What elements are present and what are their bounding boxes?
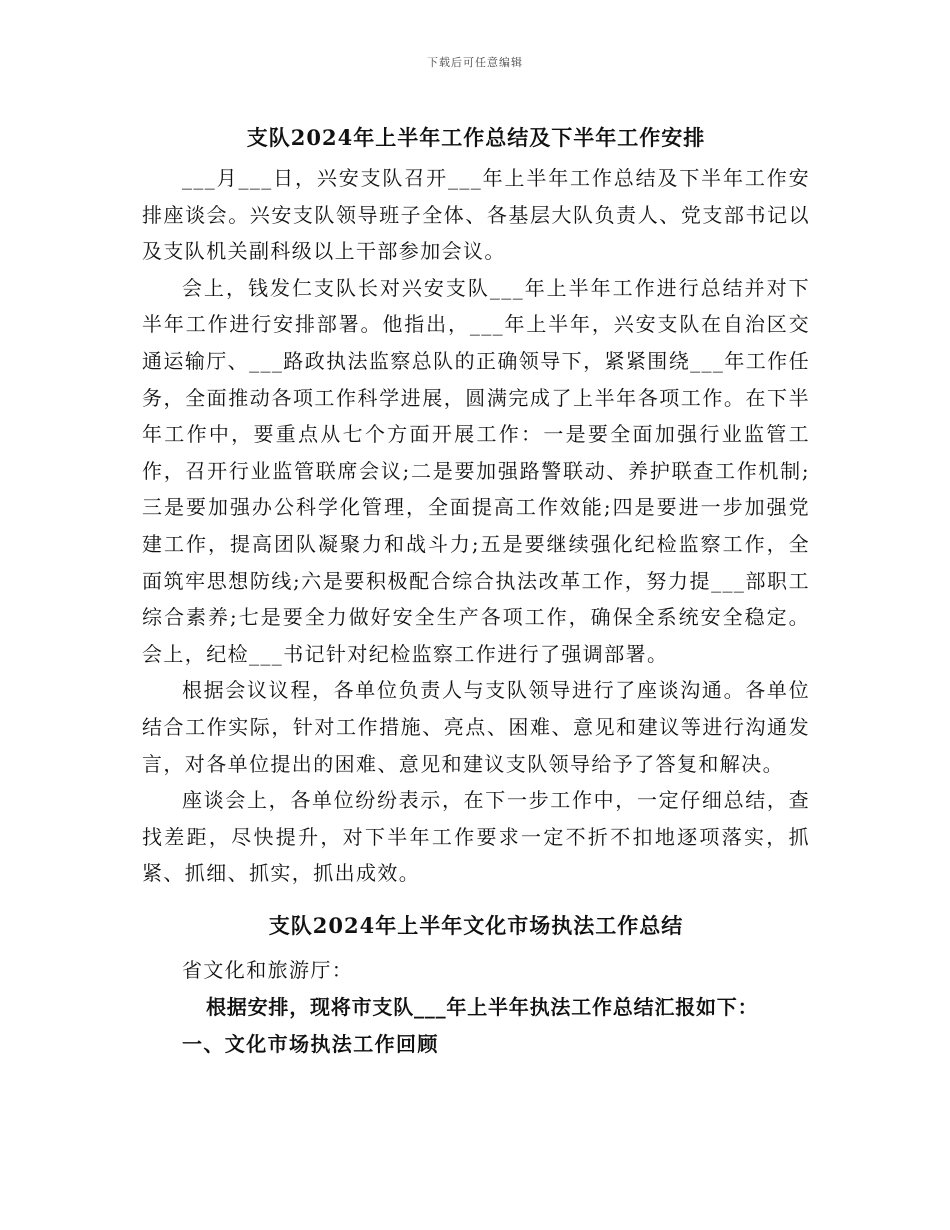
paragraph-meeting-intro: ___月___日，兴安支队召开___年上半年工作总结及下半年工作安排座谈会。兴安支队领导班子全体、各基层大队负责人、党支部书记以及支队机关副科级以上干部参加会议。 <box>142 166 810 264</box>
header-note: 下载后可任意编辑 <box>427 56 523 69</box>
document-body <box>142 116 810 1063</box>
section-title: 支队2024年上半年文化市场执法工作总结 <box>268 912 684 938</box>
paragraph-discussion: 根据会议议程，各单位负责人与支队领导进行了座谈沟通。各单位结合工作实际，针对工作措施、亮点、困难、意见和建议等进行沟通发言，对各单位提出的困难、意见和建议支队领导给予了答复和解决。 <box>142 678 810 776</box>
section-heading: 一、文化市场执法工作回顾 <box>182 1031 439 1056</box>
salutation: 省文化和旅游厅： <box>182 957 354 982</box>
report-intro: 根据安排，现将市支队___年上半年执法工作总结汇报如下： <box>206 994 759 1019</box>
paragraph-leader-speech: 会上，钱发仁支队长对兴安支队___年上半年工作进行总结并对下半年工作进行安排部署。他指出，___年上半年，兴安支队在自治区交通运输厅、___路政执法监察总队的正确领导下，紧紧围绕___年工作任务，全面推动各项工作科学进展，圆满完成了上半年各项工作。在下半年工作中，要重点从七个方面开展工作：一是要全面加强行业监管工作，召开行业监管联席会议;二是要加强路警联动、养护联查工作机制;三是要加强办公科学化管理，全面提高工作效能;四是要进一步加强党建工作，提高团队凝聚力和战斗力;五是要继续强化纪检监察工作，全面筑牢思想防线;六是要积极配合综合执法改革工作，努力提___部职工综合素养;七是要全力做好安全生产各项工作，确保全系统安全稳定。会上，纪检___书记针对纪检监察工作进行了强调部署。 <box>142 275 810 666</box>
document-title: 支队2024年上半年工作总结及下半年工作安排 <box>246 125 706 150</box>
paragraph-conclusion: 座谈会上，各单位纷纷表示，在下一步工作中，一定仔细总结，查找差距，尽快提升，对下半年工作要求一定不折不扣地逐项落实，抓紧、抓细、抓实，抓出成效。 <box>142 788 810 886</box>
